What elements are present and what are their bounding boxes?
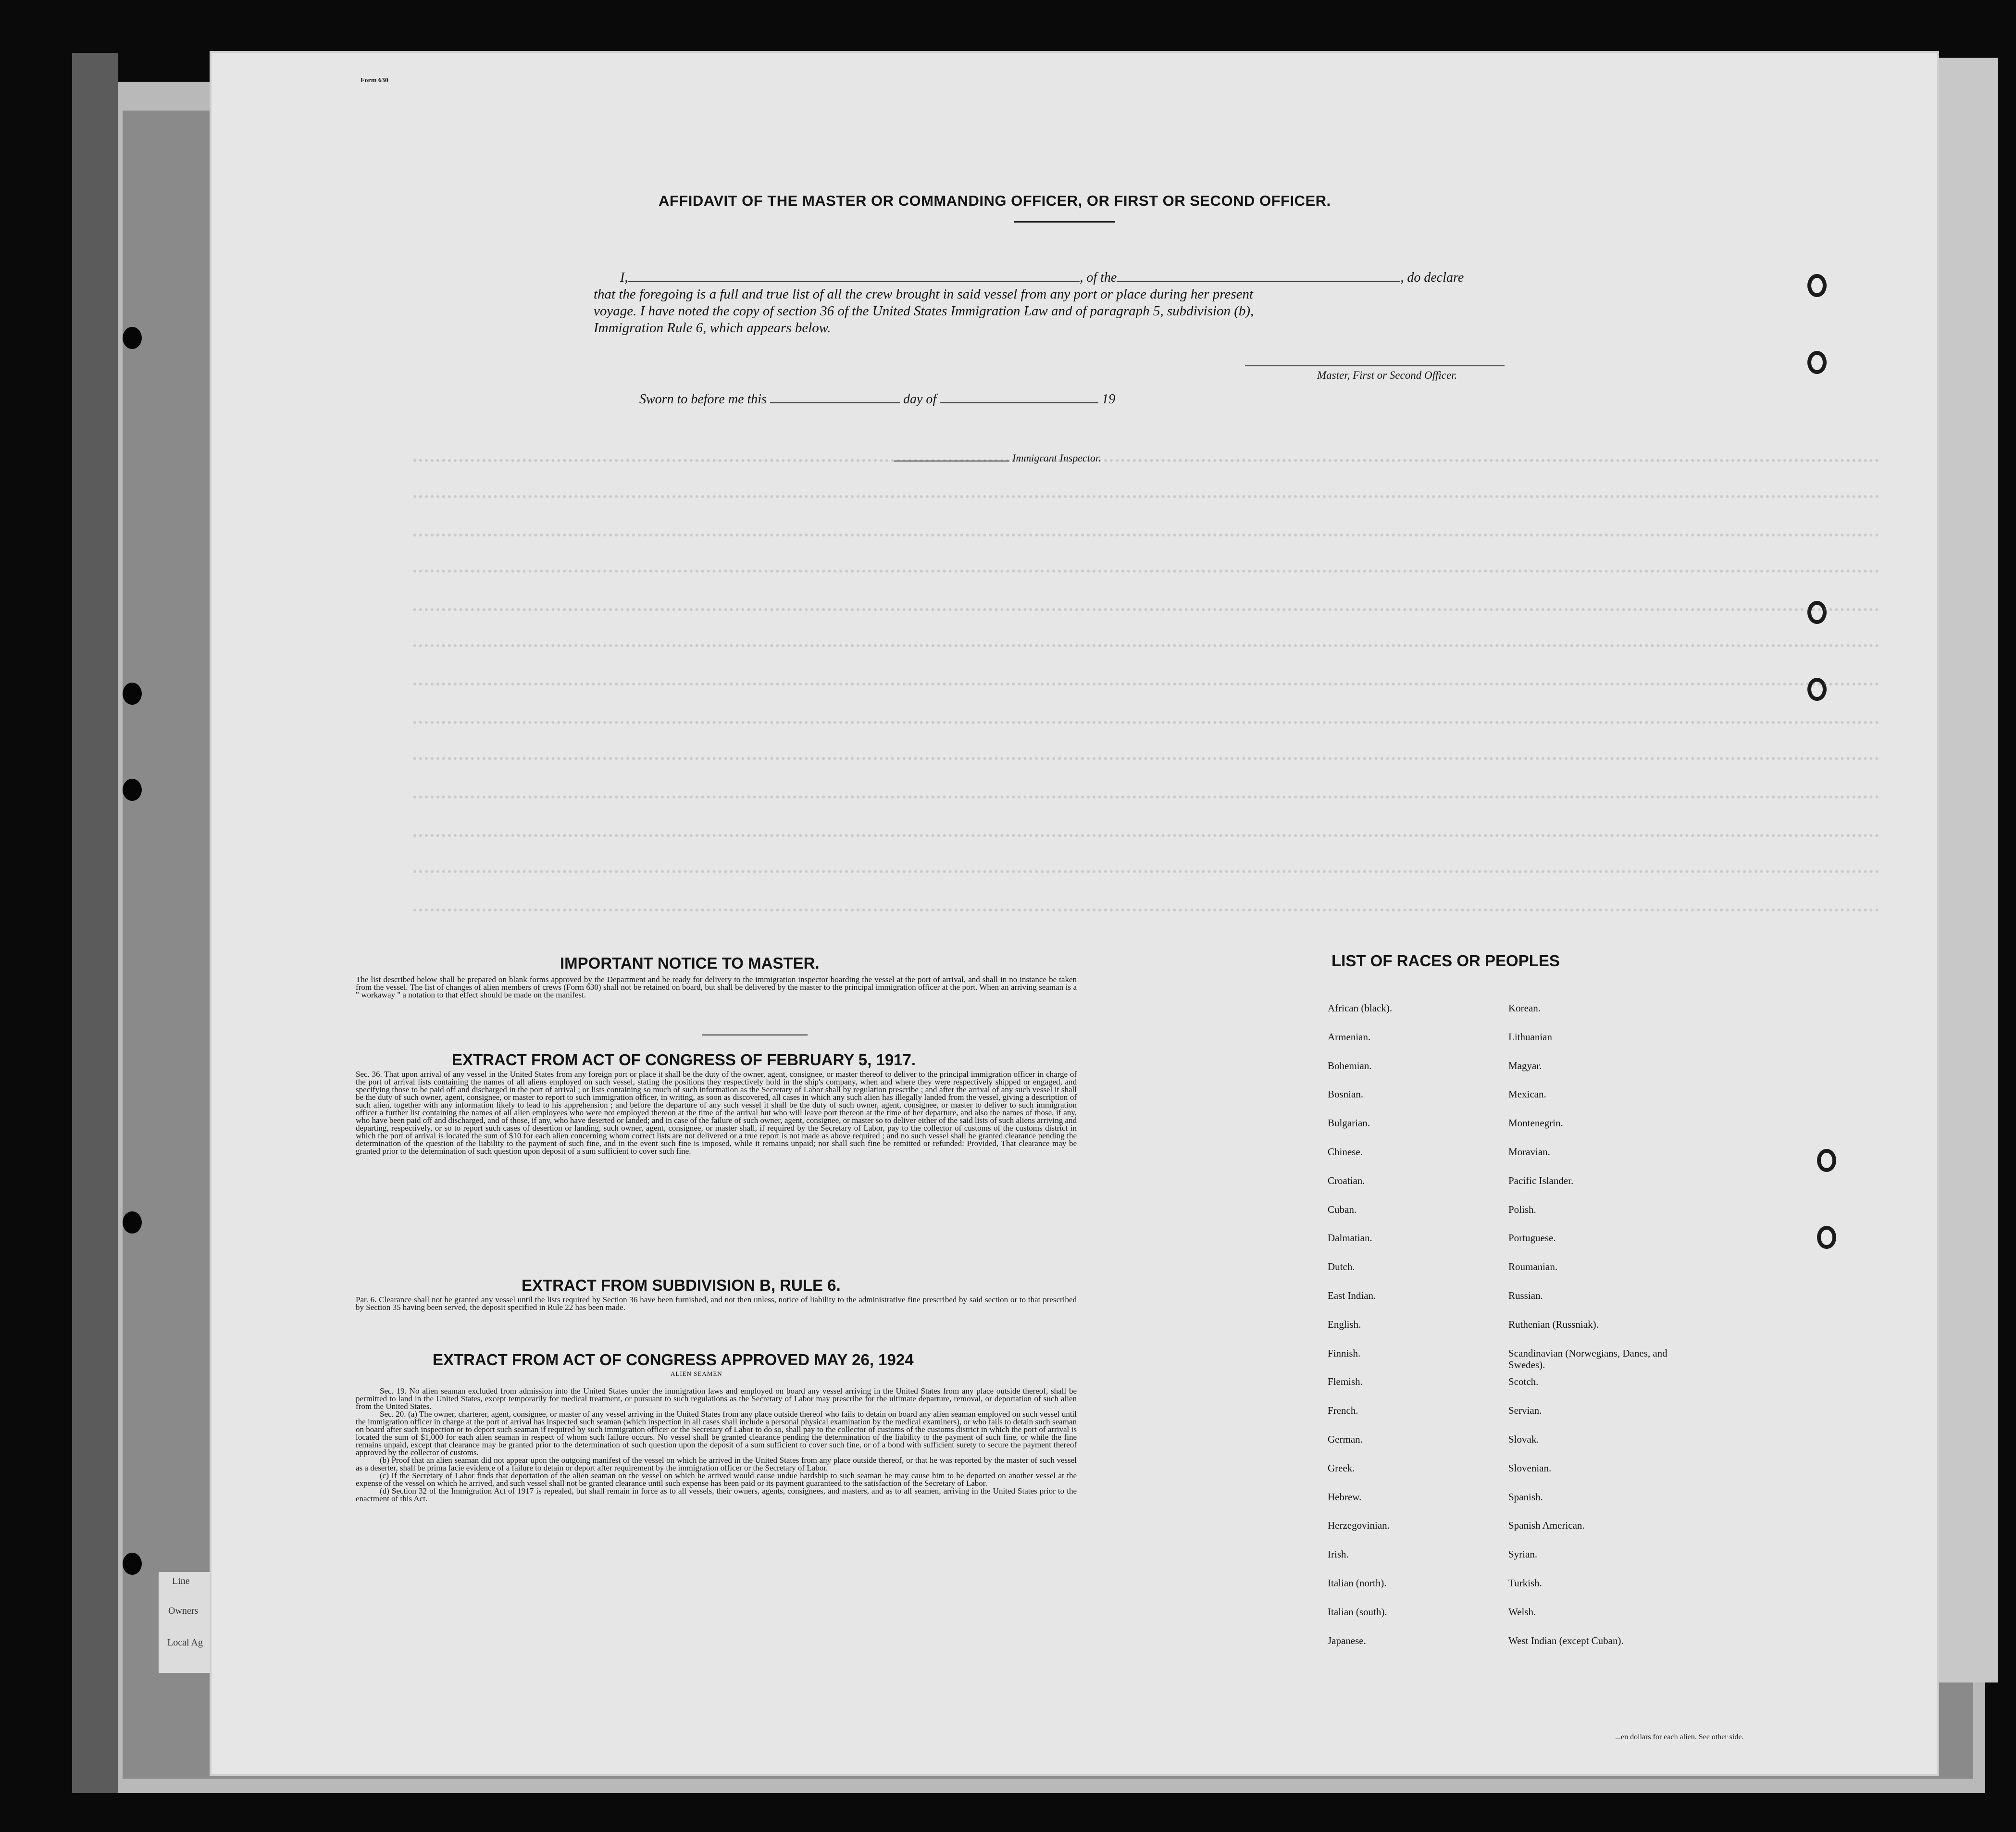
race-item: Spanish. <box>1508 1491 1543 1503</box>
race-item: Slovak. <box>1508 1433 1539 1445</box>
sworn-month-blank[interactable] <box>940 402 1098 403</box>
race-item: Syrian. <box>1508 1548 1538 1560</box>
race-item: Lithuanian <box>1508 1031 1552 1043</box>
race-item: Bohemian. <box>1328 1059 1372 1072</box>
bleed-through-row <box>413 834 1879 838</box>
punch-hole <box>1807 601 1827 624</box>
punch-hole <box>1807 351 1827 374</box>
of-the-label: , of the <box>1080 270 1117 285</box>
race-item: African (black). <box>1328 1002 1393 1014</box>
bleed-through-row <box>413 570 1879 573</box>
race-item: Slovenian. <box>1508 1462 1552 1474</box>
race-item: Korean. <box>1508 1002 1541 1014</box>
race-item: French. <box>1328 1405 1358 1417</box>
race-item: Irish. <box>1328 1548 1349 1560</box>
binding-strip <box>72 53 118 1793</box>
race-item: Ruthenian (Russniak). <box>1508 1318 1599 1330</box>
race-item: Moravian. <box>1508 1146 1550 1158</box>
do-declare-label: , do declare <box>1400 270 1464 285</box>
race-item: Armenian. <box>1328 1031 1371 1043</box>
punch-hole <box>1807 274 1827 297</box>
extract-1917-text: Sec. 36. That upon arrival of any vessel in the United States from any foreign port or place it shall be the duty of the owner, agent, consignee, or master thereof to deliver to the principal immigration officer in charge of the port of arrival lists containing the names of all aliens employed on such vessel, stating the positions they respectively hold in the ship's company, when and where they were respectively shipped or engaged, and specifying those to be paid off and discharged in the port of arrival ; or lists containing so much of such information as the Secretary of Labor shall by regulation prescribe ; and after the arrival of any such vessel it shall be the duty of such owner, agent, consignee, or master to report to such immigration officer, in writing, as soon as discovered, all cases in which any such alien has illegally landed from the vessel, giving a description of such alien, together with any information likely to lead to his apprehension ; and before the departure of any such vessel it shall be the duty of such owner, agent, consignee, or master to deliver to such immigration officer a further list containing the names of all alien employees who were not employed thereon at the time of the arrival but who will leave port thereon at the time of her departure, and also the names of those, if any, who have been paid off and discharged, and of those, if any, who have deserted or landed; and in case of the failure of such owner, agent, consignee, or master so to deliver either of the said lists of such aliens arriving and departing, respectively, or so to report such cases of desertion or landing, such owner, agent, consignee, or master shall, if required by the Secretary of Labor, pay to the collector of customs of the customs district in which the port of arrival is located the sum of $10 for each alien concerning whom correct lists are not delivered or a true report is not made as above required ; and no such vessel shall be granted clearance pending the determination of the question of the liability to the payment of such fine, and in the event such fine is imposed, while it remains unpaid; nor shall such fine be remitted or refunded: Provided, That clearance may be granted prior to the determination of such question upon deposit of a sum sufficient to cover such fine. <box>356 1070 1077 1156</box>
inspector-signature <box>894 452 1101 464</box>
signature-line[interactable] <box>1245 365 1505 366</box>
race-item: Turkish. <box>1508 1577 1542 1589</box>
race-item: Russian. <box>1508 1289 1543 1301</box>
extract-1924-paragraph: Sec. 20. (a) The owner, charterer, agent, consignee, or master of any vessel arriving in the United States from any place outside thereof who fails to detain on board any alien seaman employed on such vessel until the immigration officer in charge at the port of arrival has inspected such seaman (which inspection in all cases shall include a personal physical examination by the medical examiners), or who fails to detain such seaman on board after such inspection or to deport such seaman if required by such immigration officer or the Secretary of Labor to do so, shall pay to the collector of customs of the customs district in which the port of arrival is located the sum of $1,000 for each alien seaman in respect of whom such failure occurs. No vessel shall be granted clearance pending the determination of the liability to the payment of such fine, or while the fine remains unpaid, except that clearance may be granted prior to the determination of such question upon the deposit of a sum sufficient to cover such fine, or of a bond with sufficient surety to secure the payment thereof approved by the collector of customs. <box>356 1409 1077 1457</box>
binding-hole <box>123 779 142 801</box>
left-paper-scrap <box>159 1572 212 1673</box>
bleed-through-row <box>413 534 1879 537</box>
punch-hole <box>1817 1149 1836 1172</box>
race-item: Spanish American. <box>1508 1520 1585 1532</box>
race-item: Japanese. <box>1328 1634 1366 1646</box>
name-blank[interactable] <box>628 281 1080 282</box>
race-item: Montenegrin. <box>1508 1117 1563 1129</box>
race-item: Cuban. <box>1328 1203 1357 1215</box>
sworn-label: Sworn to before me this <box>639 392 767 407</box>
affidavit-title: AFFIDAVIT OF THE MASTER OR COMMANDING OFFICER, OR FIRST OR SECOND OFFICER. <box>659 192 1331 209</box>
races-title: LIST OF RACES OR PEOPLES <box>1332 952 1560 970</box>
race-item: Bulgarian. <box>1328 1117 1370 1129</box>
affidavit-line-2: that the foregoing is a full and true list of all the crew brought in said vessel from any port or place during her present <box>594 287 1254 302</box>
extract-1917-title: EXTRACT FROM ACT OF CONGRESS OF FEBRUARY 5, 1917. <box>452 1051 916 1069</box>
race-item: Croatian. <box>1328 1174 1365 1186</box>
race-item: West Indian (except Cuban). <box>1508 1634 1624 1646</box>
title-rule <box>1014 221 1115 223</box>
bleed-through-row <box>413 608 1879 612</box>
race-item: Servian. <box>1508 1405 1542 1417</box>
binding-hole <box>123 1553 142 1575</box>
race-item: Italian (north). <box>1328 1577 1387 1589</box>
race-item: English. <box>1328 1318 1361 1330</box>
race-item: Polish. <box>1508 1203 1536 1215</box>
race-item: Pacific Islander. <box>1508 1174 1574 1186</box>
races-left-column <box>1328 1002 1486 1663</box>
extract-1924-paragraph: (d) Section 32 of the Immigration Act of 1917 is repealed, but shall remain in force as to all vessels, their owners, agents, consignees, and masters, and as to all seamen, arriving in the United States prior to the enactment of this Act. <box>356 1486 1077 1503</box>
form-number: Form 630 <box>361 77 388 84</box>
race-item: Scotch. <box>1508 1376 1539 1388</box>
signature-caption: Master, First or Second Officer. <box>1317 369 1457 381</box>
binding-hole <box>123 1211 142 1234</box>
punch-hole <box>1807 678 1827 701</box>
race-item: East Indian. <box>1328 1289 1376 1301</box>
affidavit-line-3: voyage. I have noted the copy of section 36 of the United States Immigration Law and of paragraph 5, subdivision (b), <box>594 303 1254 319</box>
extract-1924-paragraph: Sec. 19. No alien seaman excluded from admission into the United States under the immigration laws and employed on board any vessel arriving in the United States from any place outside thereof, shall be permitted to land in the United States, except temporarily for medical treatment, or pursuant to such regulations as the Secretary of Labor may prescribe for the ultimate departure, removal, or deportation of such alien from the United States. <box>356 1386 1077 1411</box>
bleed-through-row <box>413 683 1879 686</box>
extract-1924-paragraph: (b) Proof that an alien seaman did not appear upon the outgoing manifest of the vessel on which he arrived in the United States from any place outside thereof, or that he was reported by the master of such vessel as a deserter, shall be prima facie evidence of a failure to detain or deport after requirement by the immigration officer or the Secretary of Labor. <box>356 1456 1077 1472</box>
race-item: Finnish. <box>1328 1347 1361 1359</box>
bleed-through-row <box>413 495 1879 499</box>
affidavit-line-4: Immigration Rule 6, which appears below. <box>594 320 831 336</box>
bleed-through-row <box>413 721 1879 725</box>
extract-rule6-title: EXTRACT FROM SUBDIVISION B, RULE 6. <box>522 1276 841 1294</box>
sworn-statement <box>639 392 1115 407</box>
race-item: Dutch. <box>1328 1261 1355 1273</box>
binding-hole <box>123 683 142 705</box>
extract-1924-title: EXTRACT FROM ACT OF CONGRESS APPROVED MAY 26, 1924 <box>433 1351 914 1369</box>
extract-1924-text <box>356 1387 1077 1503</box>
race-item: Bosnian. <box>1328 1088 1364 1100</box>
binding-hole <box>123 327 142 349</box>
alien-seamen-subtitle: ALIEN SEAMEN <box>671 1370 722 1377</box>
inspector-caption: Immigrant Inspector. <box>1012 452 1101 464</box>
race-item: Herzegovinian. <box>1328 1520 1390 1532</box>
bleed-through-row <box>413 757 1879 761</box>
bottom-edge-note: ...en dollars for each alien. See other side. <box>1615 1733 1744 1741</box>
race-item: Flemish. <box>1328 1376 1363 1388</box>
day-of-label: day of <box>903 392 937 407</box>
affidavit-body <box>594 269 1555 336</box>
extract-rule6-text: Par. 6. Clearance shall not be granted any vessel until the lists required by Section 36 have been furnished, and not then unless, notice of liability to the administrative fine prescribed by said section or to that prescribed by Section 35 having been served, the deposit specified in Rule 22 has been made. <box>356 1295 1077 1312</box>
race-item: Scandinavian (Norwegians, Danes, and Swedes). <box>1508 1347 1668 1371</box>
race-item: Hebrew. <box>1328 1491 1362 1503</box>
race-item: Roumanian. <box>1508 1261 1558 1273</box>
affidavit-i-label: I, <box>620 270 628 285</box>
notice-text: The list described below shall be prepared on blank forms approved by the Department and be ready for delivery to the immigration inspector boarding the vessel at the port of arrival, and shall in no instance be taken from the vessel. The list of changes of alien members of crews (Form 630) shall not be retained on board, but shall be delivered by the master to the principal immigration officer at the port. When an arriving seaman is a " workaway " a notation to that effect should be made on the manifest. <box>356 975 1077 999</box>
bleed-through-row <box>413 870 1879 874</box>
race-item: Dalmatian. <box>1328 1232 1372 1244</box>
race-item: Mexican. <box>1508 1088 1546 1100</box>
notice-title: IMPORTANT NOTICE TO MASTER. <box>560 954 820 972</box>
races-right-column <box>1508 1002 1696 1663</box>
bleed-through-row <box>413 459 1879 463</box>
race-item: Welsh. <box>1508 1606 1536 1618</box>
bleed-through-row <box>413 909 1879 912</box>
race-item: Greek. <box>1328 1462 1355 1474</box>
punch-hole <box>1817 1226 1836 1249</box>
race-item: Chinese. <box>1328 1146 1363 1158</box>
year-label: 19 <box>1102 392 1116 407</box>
notice-rule <box>702 1034 808 1035</box>
bleed-through-row <box>413 644 1879 648</box>
sworn-day-blank[interactable] <box>770 402 900 403</box>
bleed-through-row <box>413 796 1879 799</box>
scrap-line-label: Line <box>172 1576 190 1586</box>
scrap-owners-label: Owners <box>168 1606 199 1616</box>
scrap-local-agent-label: Local Ag <box>167 1637 203 1648</box>
affidavit-line-1 <box>620 269 1555 286</box>
race-item: Portuguese. <box>1508 1232 1556 1244</box>
vessel-blank[interactable] <box>1117 281 1400 282</box>
race-item: Magyar. <box>1508 1059 1542 1072</box>
race-item: Italian (south). <box>1328 1606 1387 1618</box>
race-item: German. <box>1328 1433 1363 1445</box>
extract-1924-paragraph: (c) If the Secretary of Labor finds that deportation of the alien seaman on the vessel on which he arrived would cause undue hardship to such seaman he may cause him to be deported on another vessel at the expense of the vessel on which he arrived, and such vessel shall not be granted clearance until such expense has been paid or its payment guaranteed to the satisfaction of the Secretary of Labor. <box>356 1471 1077 1488</box>
